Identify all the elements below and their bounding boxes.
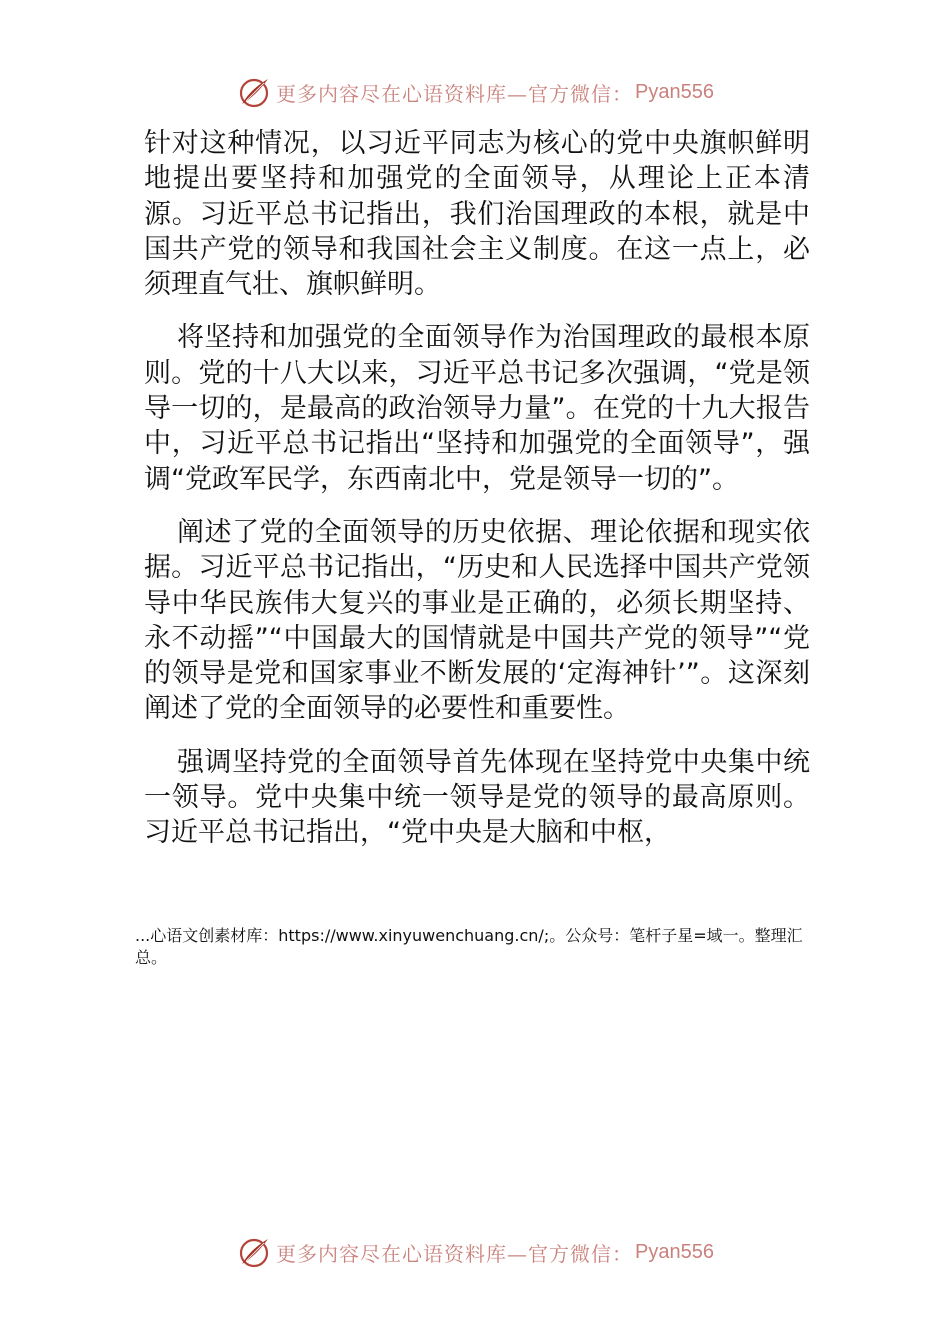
paragraph-3: 阐述了党的全面领导的历史依据、理论依据和现实依据。习近平总书记指出，“历史和人民选择中国共产党领导中华民族伟大复兴的事业是正确的，必须长期坚持、永不动摇”“中国最大的国情就是中国共产党的领导”“党的领导是党和国家事业不断发展的‘定海神针’”。这深刻阐述了党的全面领导的必要性和重要性。 xyxy=(144,516,810,725)
footer-banner-text: 更多内容尽在心语资料库—官方微信： xyxy=(276,1241,634,1266)
footer-banner-wechat-id: Pyan556 xyxy=(635,1240,714,1263)
header-banner xyxy=(0,72,950,112)
paragraph-4: 强调坚持党的全面领导首先体现在坚持党中央集中统一领导。党中央集中统一领导是党的领导的最高原则。习近平总书记指出，“党中央是大脑和中枢， xyxy=(144,746,810,849)
source-note: ...心语文创素材库：https://www.xinyuwenchuang.cn/;。公众号：笔杆子星=域一。整理汇总。 xyxy=(135,926,803,967)
footer-banner xyxy=(0,1232,950,1272)
header-banner-text: 更多内容尽在心语资料库—官方微信： xyxy=(276,81,634,106)
paragraph-1: 针对这种情况，以习近平同志为核心的党中央旗帜鲜明地提出要坚持和加强党的全面领导，从理论上正本清源。习近平总书记指出，我们治国理政的本根，就是中国共产党的领导和我国社会主义制度。在这一点上，必须理直气壮、旗帜鲜明。 xyxy=(144,128,810,301)
red-feather-logo-icon xyxy=(236,1234,272,1270)
paragraph-2: 将坚持和加强党的全面领导作为治国理政的最根本原则。党的十八大以来，习近平总书记多次强调，“党是领导一切的，是最高的政治领导力量”。在党的十九大报告中，习近平总书记指出“坚持和加强党的全面领导”，强调“党政军民学，东西南北中，党是领导一切的”。 xyxy=(144,322,810,495)
red-feather-logo-icon xyxy=(236,74,272,110)
header-banner-wechat-id: Pyan556 xyxy=(635,80,714,103)
document-body xyxy=(144,126,810,869)
